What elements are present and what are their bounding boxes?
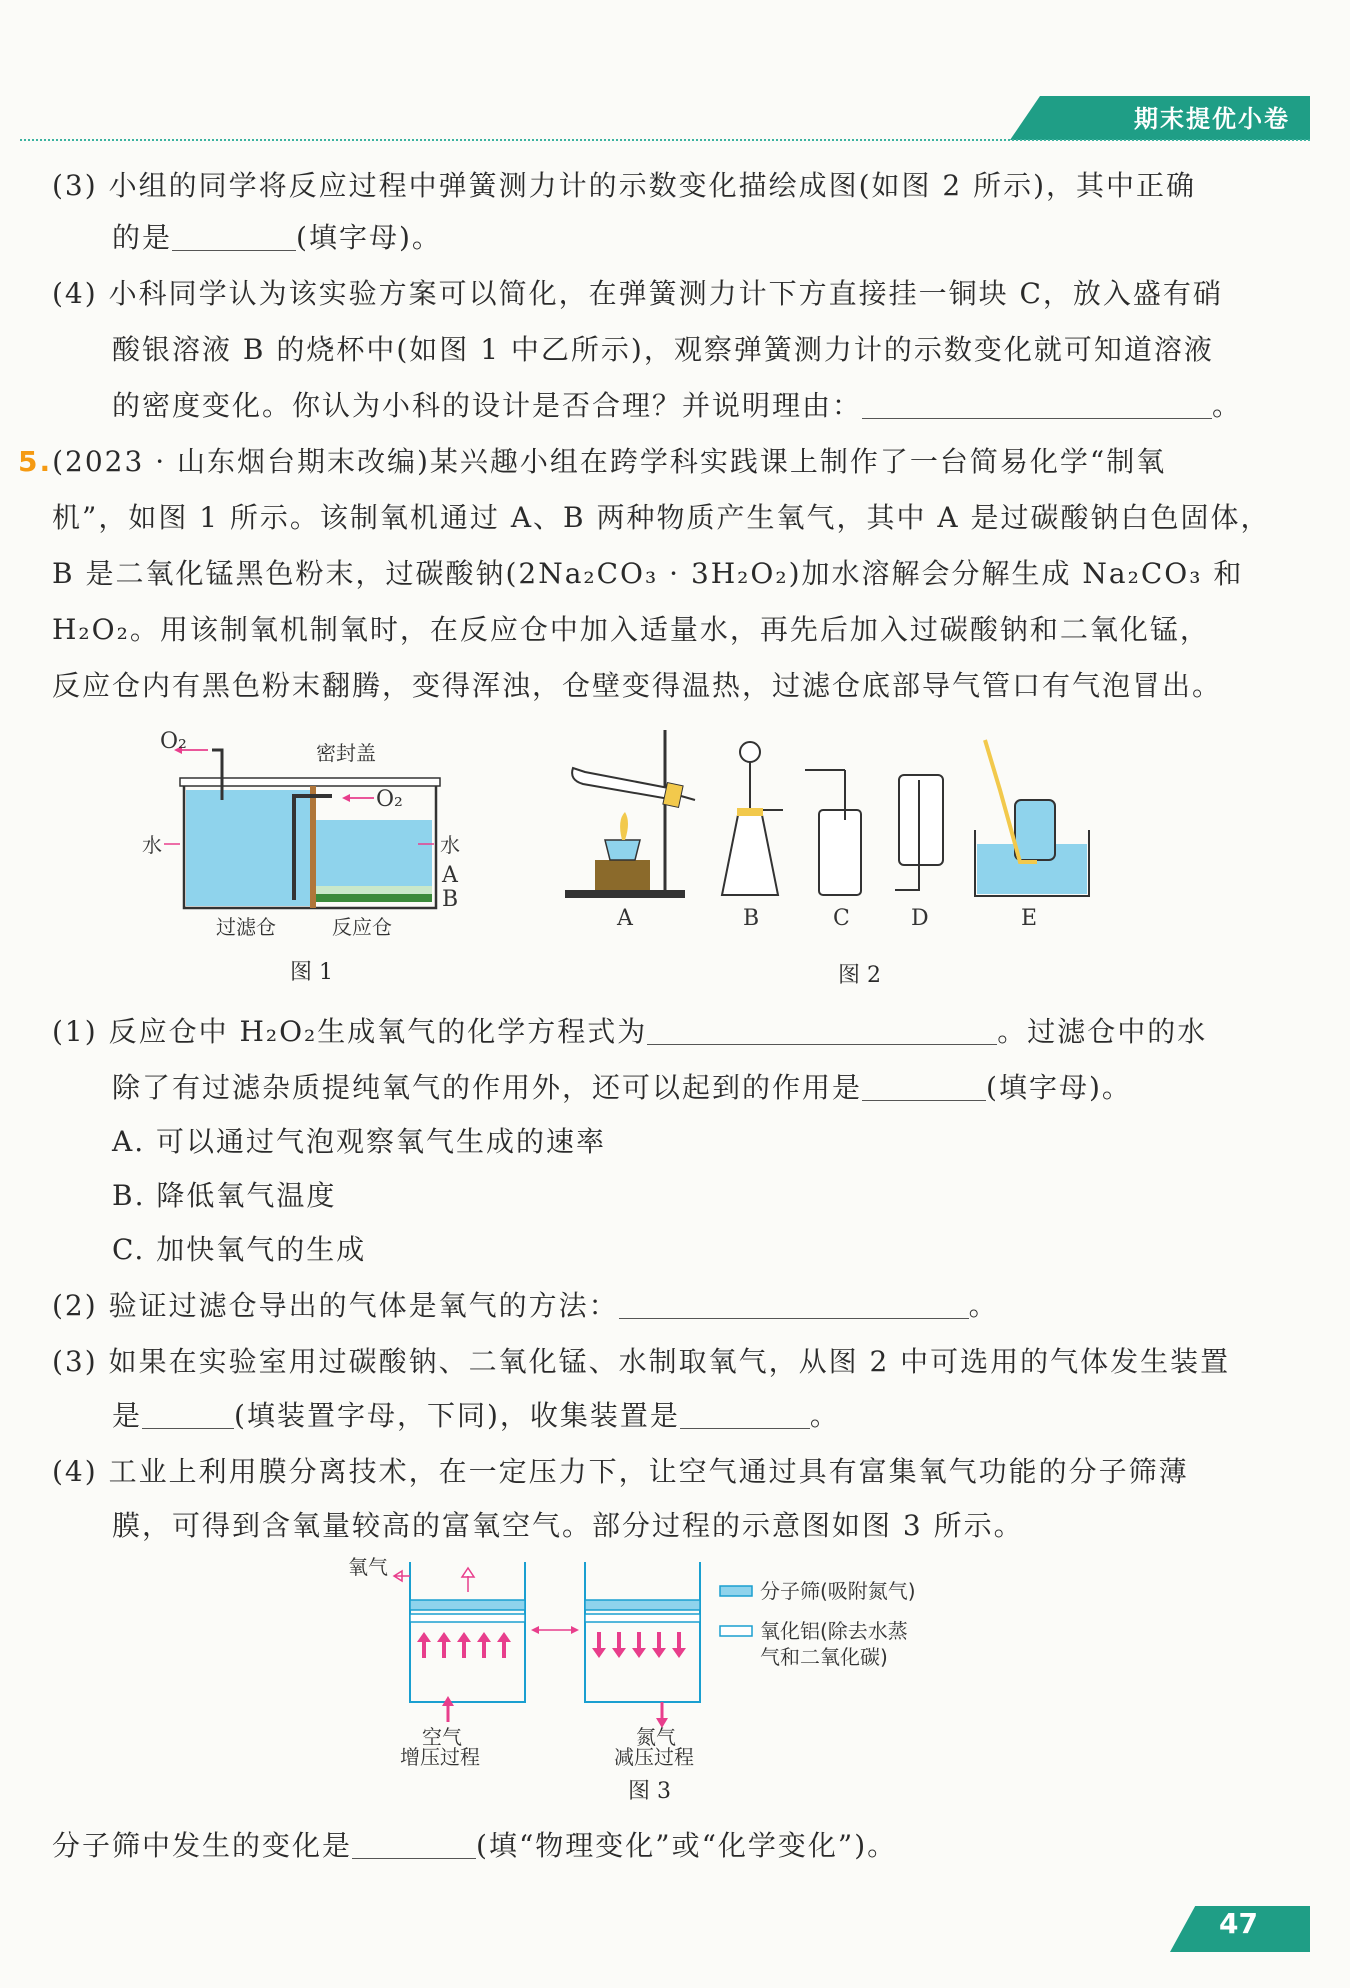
fig1-water-left: 水 (142, 833, 162, 857)
fig2-label-b: B (743, 906, 760, 931)
up-arrow (437, 1632, 451, 1658)
stopper-b (737, 808, 763, 816)
page-number: 47 (1219, 1907, 1258, 1940)
q4-p4-line2: 酸银溶液 B 的烧杯中(如图 1 中乙所示)，观察弹簧测力计的示数变化就可知道溶液 (112, 333, 1214, 366)
q5-final-line: 分子筛中发生的变化是 (填“物理变化”或“化学变化”)。 (52, 1829, 898, 1862)
bottle-d (899, 775, 943, 865)
fig3-caption: 图 3 (628, 1779, 671, 1804)
fig2-label-a: A (617, 906, 633, 931)
fig1-label-b: B (442, 887, 459, 912)
alcohol-lamp (605, 840, 640, 860)
flame (620, 812, 628, 840)
fig2-label-c: C (833, 906, 850, 931)
up-arrow (477, 1632, 491, 1658)
q4-p4-line3: 的密度变化。你认为小科的设计是否合理？并说明理由： 。 (112, 389, 1243, 422)
oxygen-up-arrow (462, 1568, 474, 1592)
apparatus-d (895, 775, 943, 890)
fig1-water-right: 水 (440, 833, 460, 857)
alumina-left (410, 1614, 525, 1622)
down-arrow (672, 1632, 686, 1658)
collecting-bottle (1015, 800, 1055, 860)
legend-sieve-label: 分子筛(吸附氮气) (760, 1579, 916, 1603)
reaction-chamber-water (316, 820, 432, 886)
q4-p3-line1: (3) 小组的同学将反应过程中弹簧测力计的示数变化描绘成图(如图 2 所示)，其中正确 (52, 169, 1197, 202)
fig1-o2-mid: O₂ (376, 787, 403, 812)
fig1-filter-label: 过滤仓 (216, 915, 276, 939)
stand-base (565, 890, 685, 898)
fig2-caption: 图 2 (838, 963, 881, 988)
apparatus-e (975, 740, 1089, 896)
q5-line5: 反应仓内有黑色粉末翻腾，变得浑浊，仓壁变得温热，过滤仓底部导气管口有气泡冒出。 (52, 669, 1223, 702)
apparatus-c (805, 770, 861, 895)
up-arrow (497, 1632, 511, 1658)
fig3-depressurize-label: 减压过程 (614, 1745, 694, 1769)
question-number: 5. (18, 445, 53, 478)
down-arrow (612, 1632, 626, 1658)
alumina-right (585, 1614, 700, 1622)
figure-3-membrane (340, 1552, 980, 1769)
fig1-reaction-label: 反应仓 (332, 915, 392, 939)
q5-p3-line2: 是 (填装置字母，下同)，收集装置是 。 (112, 1399, 840, 1432)
fig1-caption: 图 1 (290, 960, 333, 985)
layer-a (316, 886, 432, 894)
oxygen-out-arrow (394, 1571, 410, 1581)
figure-1-oxygen-generator (142, 729, 480, 950)
fig2-label-e: E (1021, 906, 1038, 931)
fig1-label-a: A (442, 863, 458, 888)
chamber-right (585, 1562, 700, 1702)
test-tube (572, 768, 679, 800)
fig3-nitrogen-label: 氮气 (636, 1725, 676, 1749)
q4-p4-line1: (4) 小科同学认为该实验方案可以简化，在弹簧测力计下方直接挂一铜块 C，放入盛有硝 (52, 277, 1223, 310)
divider-wall (310, 786, 316, 908)
q5-p1-line1: (1) 反应仓中 H₂O₂生成氧气的化学方程式为 。过滤仓中的水 (52, 1015, 1208, 1048)
sealed-lid (180, 778, 440, 786)
q4-p3-line2: 的是 (填字母)。 (112, 221, 442, 254)
option-b: B. 降低氧气温度 (112, 1179, 337, 1212)
fig3-pressurize-label: 增压过程 (400, 1745, 480, 1769)
cycle-arrowhead-right (571, 1626, 579, 1634)
q5-line3: B 是二氧化锰黑色粉末，过碳酸钠(2Na₂CO₃ · 3H₂O₂)加水溶解会分解生成 Na₂CO₃ 和 (52, 557, 1244, 590)
q5-p4-line2: 膜，可得到含氧量较高的富氧空气。部分过程的示意图如图 3 所示。 (112, 1509, 1024, 1542)
fig2-label-d: D (911, 906, 929, 931)
conical-flask (722, 815, 778, 895)
figure-2-apparatus (555, 720, 1175, 950)
q5-p4-line1: (4) 工业上利用膜分离技术，在一定压力下，让空气通过具有富集氧气功能的分子筛薄 (52, 1455, 1189, 1488)
wood-block (595, 860, 650, 890)
up-arrows (417, 1632, 511, 1658)
option-a: A. 可以通过气泡观察氧气生成的速率 (112, 1125, 607, 1158)
legend-sieve-swatch (720, 1586, 752, 1596)
option-c: C. 加快氧气的生成 (112, 1233, 367, 1266)
funnel-bulb (740, 742, 760, 762)
down-arrow (632, 1632, 646, 1658)
q5-line4: H₂O₂。用该制氧机制氧时，在反应仓中加入适量水，再先后加入过碳酸钠和二氧化锰， (52, 613, 1210, 646)
up-arrow (417, 1632, 431, 1658)
header-title: 期末提优小卷 (1134, 105, 1290, 133)
fig1-o2-top: O₂ (160, 729, 187, 754)
q5-line2: 机”，如图 1 所示。该制氧机通过 A、B 两种物质产生氧气，其中 A 是过碳酸钠白色固体， (52, 501, 1271, 534)
down-arrow (592, 1632, 606, 1658)
tube-outlet (681, 796, 695, 800)
layer-b (316, 894, 432, 902)
legend-alumina-label-1: 氧化铝(除去水蒸 (760, 1619, 908, 1643)
down-arrow (652, 1632, 666, 1658)
legend-alumina-swatch (720, 1626, 752, 1636)
q5-line1: 5.(2023 · 山东烟台期末改编)某兴趣小组在跨学科实践课上制作了一台简易化学“制氧 (18, 445, 1167, 478)
fig3-oxygen-label: 氧气 (348, 1555, 388, 1579)
cycle-arrowhead-left (531, 1626, 539, 1634)
fig3-air-label: 空气 (422, 1725, 462, 1749)
apparatus-a (565, 730, 695, 898)
apparatus-b (722, 742, 783, 895)
header-divider (20, 139, 1310, 141)
filter-chamber-water (186, 790, 310, 906)
q5-p1-line2: 除了有过滤杂质提纯氧气的作用外，还可以起到的作用是 (填字母)。 (112, 1071, 1132, 1104)
sieve-left (410, 1600, 525, 1610)
up-arrow (457, 1632, 471, 1658)
o2-mid-arrowhead (342, 794, 350, 802)
down-arrows (592, 1632, 686, 1658)
q5-p2: (2) 验证过滤仓导出的气体是氧气的方法： 。 (52, 1289, 999, 1322)
fig1-lid-label: 密封盖 (316, 741, 376, 765)
bottle-c (819, 810, 861, 895)
sieve-right (585, 1600, 700, 1610)
q5-p3-line1: (3) 如果在实验室用过碳酸钠、二氧化锰、水制取氧气，从图 2 中可选用的气体发生装置 (52, 1345, 1231, 1378)
legend-alumina-label-2: 气和二氧化碳) (760, 1645, 888, 1669)
